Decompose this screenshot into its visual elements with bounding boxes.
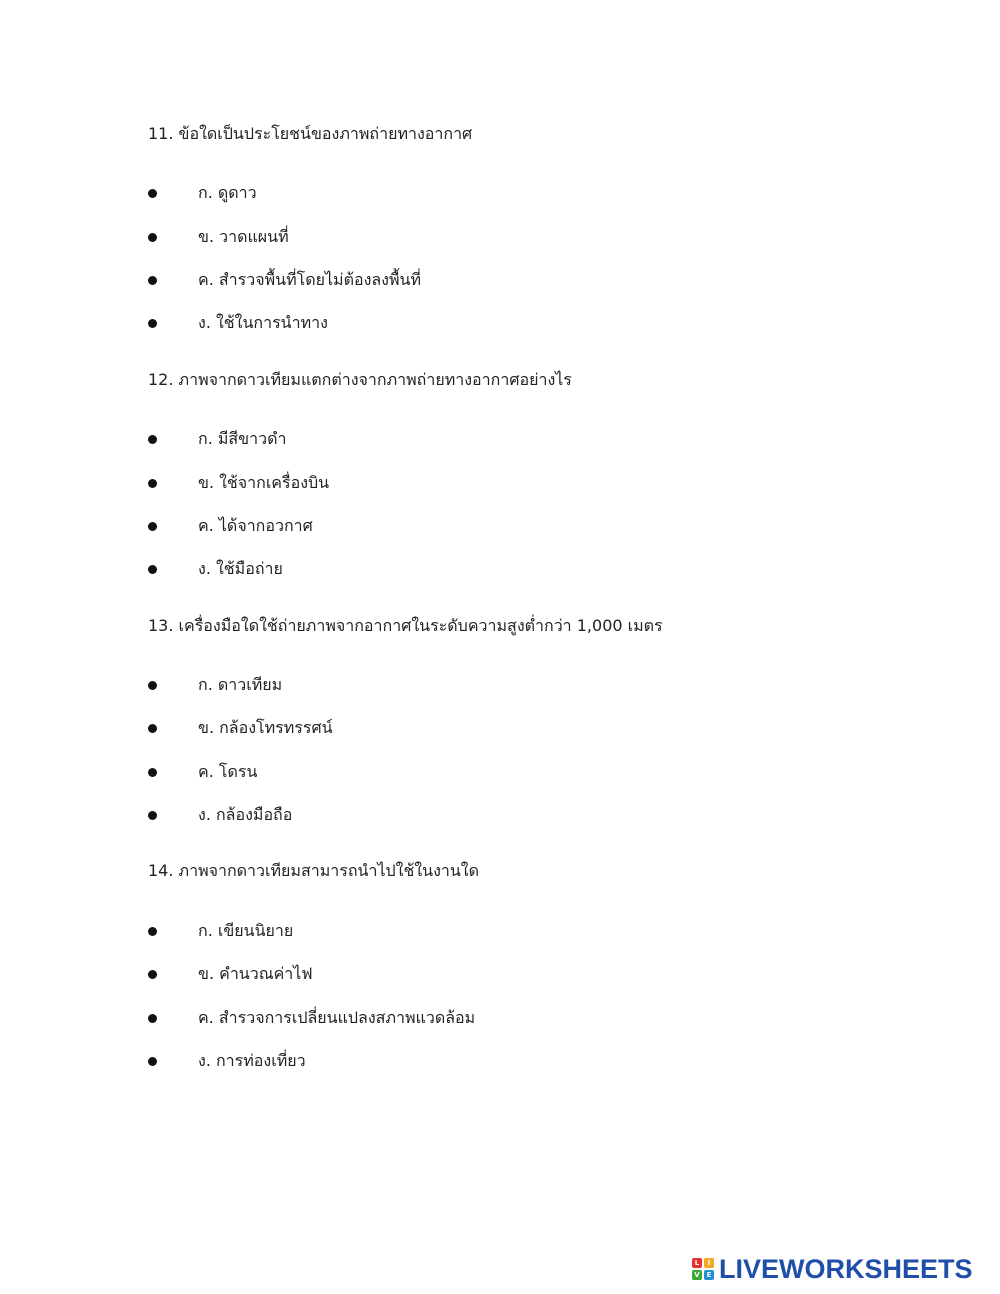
option-label: ง. การท่องเที่ยว bbox=[198, 1051, 306, 1070]
bullet-icon bbox=[148, 522, 157, 531]
bullet-icon bbox=[148, 1057, 157, 1066]
bullet-icon bbox=[148, 970, 157, 979]
option-label: ค. ได้จากอวกาศ bbox=[198, 516, 313, 535]
question-13: 13. เครื่องมือใดใช้ถ่ายภาพจากอากาศในระดับความสูงต่ำกว่า 1,000 เมตร bbox=[148, 616, 663, 635]
option-label: ง. กล้องมือถือ bbox=[198, 805, 293, 824]
option-label: ก. มีสีขาวดำ bbox=[198, 429, 287, 448]
question-12: 12. ภาพจากดาวเทียมแตกต่างจากภาพถ่ายทางอากาศอย่างไร bbox=[148, 370, 572, 389]
option-label: ง. ใช้มือถ่าย bbox=[198, 559, 283, 578]
option-label: ข. กล้องโทรทรรศน์ bbox=[198, 718, 333, 737]
option-label: ค. โดรน bbox=[198, 762, 258, 781]
option-label: ข. ใช้จากเครื่องบิน bbox=[198, 473, 330, 492]
logo-mark-icon bbox=[692, 1258, 714, 1280]
logo-mark-cell: I bbox=[704, 1258, 714, 1268]
bullet-icon bbox=[148, 811, 157, 820]
option-label: ง. ใช้ในการนำทาง bbox=[198, 313, 328, 332]
logo-mark-cell: E bbox=[704, 1270, 714, 1280]
logo-mark-cell: V bbox=[692, 1270, 702, 1280]
option-label: ค. สำรวจพื้นที่โดยไม่ต้องลงพื้นที่ bbox=[198, 270, 422, 289]
bullet-icon bbox=[148, 319, 157, 328]
bullet-icon bbox=[148, 276, 157, 285]
bullet-icon bbox=[148, 768, 157, 777]
bullet-icon bbox=[148, 927, 157, 936]
option-label: ก. ดูดาว bbox=[198, 183, 257, 202]
bullet-icon bbox=[148, 565, 157, 574]
logo-mark-cell: L bbox=[692, 1258, 702, 1268]
question-14: 14. ภาพจากดาวเทียมสามารถนำไปใช้ในงานใด bbox=[148, 861, 479, 880]
bullet-icon bbox=[148, 435, 157, 444]
bullet-icon bbox=[148, 189, 157, 198]
option-label: ข. วาดแผนที่ bbox=[198, 227, 289, 246]
bullet-icon bbox=[148, 681, 157, 690]
bullet-icon bbox=[148, 1014, 157, 1023]
bullet-icon bbox=[148, 724, 157, 733]
option-label: ค. สำรวจการเปลี่ยนแปลงสภาพแวดล้อม bbox=[198, 1008, 476, 1027]
option-label: ก. เขียนนิยาย bbox=[198, 921, 294, 940]
option-label: ก. ดาวเทียม bbox=[198, 675, 283, 694]
bullet-icon bbox=[148, 233, 157, 242]
option-label: ข. คำนวณค่าไฟ bbox=[198, 964, 313, 983]
bullet-icon bbox=[148, 479, 157, 488]
question-11: 11. ข้อใดเป็นประโยชน์ของภาพถ่ายทางอากาศ bbox=[148, 124, 473, 143]
logo-text: LIVEWORKSHEETS bbox=[719, 1254, 973, 1284]
liveworksheets-logo bbox=[692, 1254, 973, 1284]
